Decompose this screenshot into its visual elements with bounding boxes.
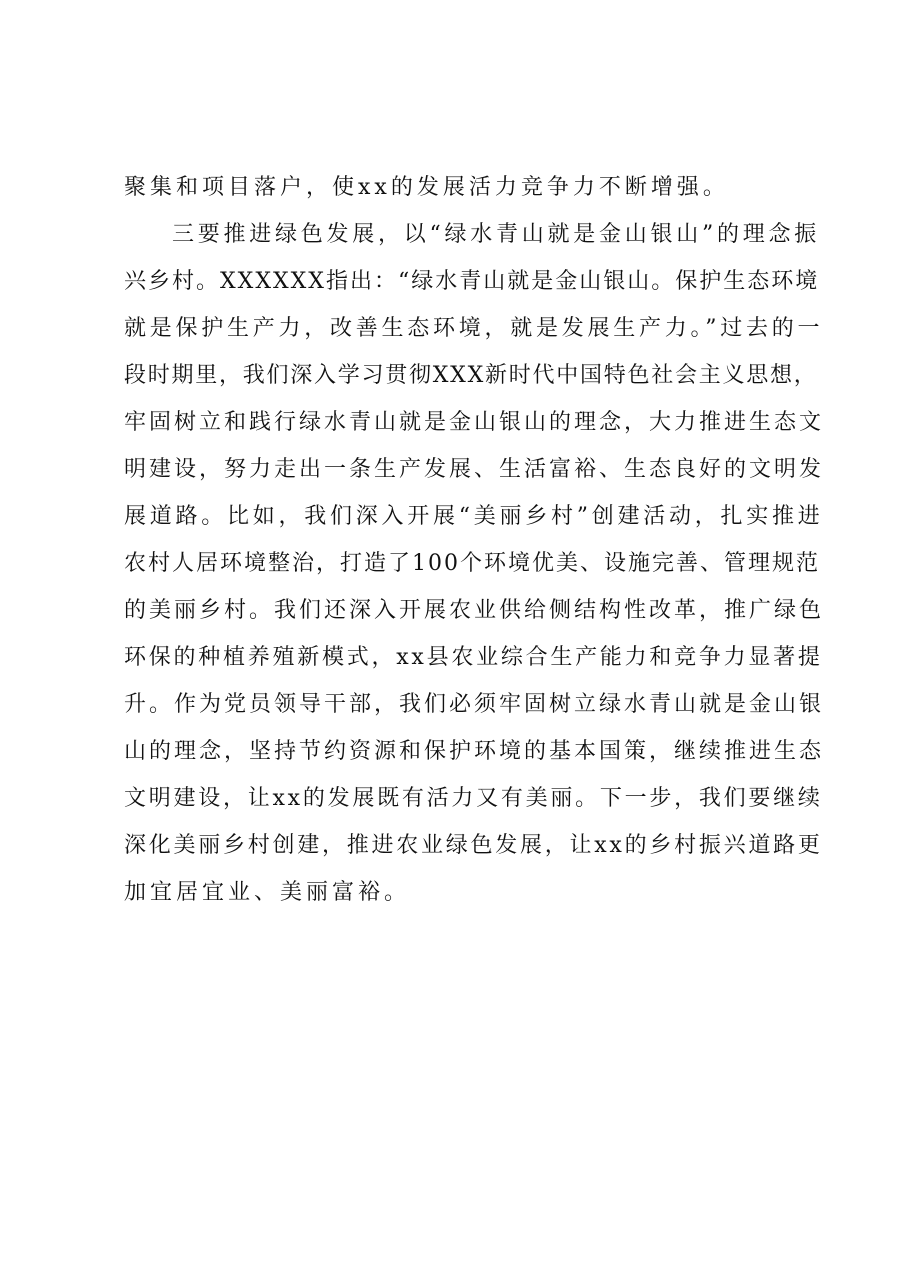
text-line: 就是保护生产力，改善生态环境，就是发展生产力。”过去的一 bbox=[124, 316, 824, 341]
text-line: 农村人居环境整治，打造了100个环境优美、设施完善、管理规范 bbox=[124, 551, 820, 576]
text-line: 环保的种植养殖新模式，xx县农业综合生产能力和竞争力显著提 bbox=[124, 645, 823, 670]
text-line: 兴乡村。XXXXXX指出：“绿水青山就是金山银山。保护生态环境 bbox=[124, 269, 820, 294]
text-line: 升。作为党员领导干部，我们必须牢固树立绿水青山就是金山银 bbox=[124, 692, 825, 717]
text-line: 深化美丽乡村创建，推进农业绿色发展，让xx的乡村振兴道路更 bbox=[124, 833, 823, 858]
text-line: 文明建设，让xx的发展既有活力又有美丽。下一步，我们要继续 bbox=[124, 786, 823, 811]
text-line: 山的理念，坚持节约资源和保护环境的基本国策，继续推进生态 bbox=[124, 739, 825, 764]
text-line: 三要推进绿色发展，以“绿水青山就是金山银山”的理念振 bbox=[172, 222, 820, 247]
body-text bbox=[124, 164, 824, 916]
text-line: 展道路。比如，我们深入开展“美丽乡村”创建活动，扎实推进 bbox=[124, 504, 824, 529]
text-line: 加宜居宜业、美丽富裕。 bbox=[124, 880, 411, 905]
text-line: 明建设，努力走出一条生产发展、生活富裕、生态良好的文明发 bbox=[124, 457, 825, 482]
text-line: 的美丽乡村。我们还深入开展农业供给侧结构性改革，推广绿色 bbox=[124, 598, 825, 623]
text-line: 聚集和项目落户，使xx的发展活力竞争力不断增强。 bbox=[124, 175, 729, 200]
text-line: 牢固树立和践行绿水青山就是金山银山的理念，大力推进生态文 bbox=[124, 410, 825, 435]
text-line: 段时期里，我们深入学习贯彻XXX新时代中国特色社会主义思想， bbox=[124, 363, 818, 388]
